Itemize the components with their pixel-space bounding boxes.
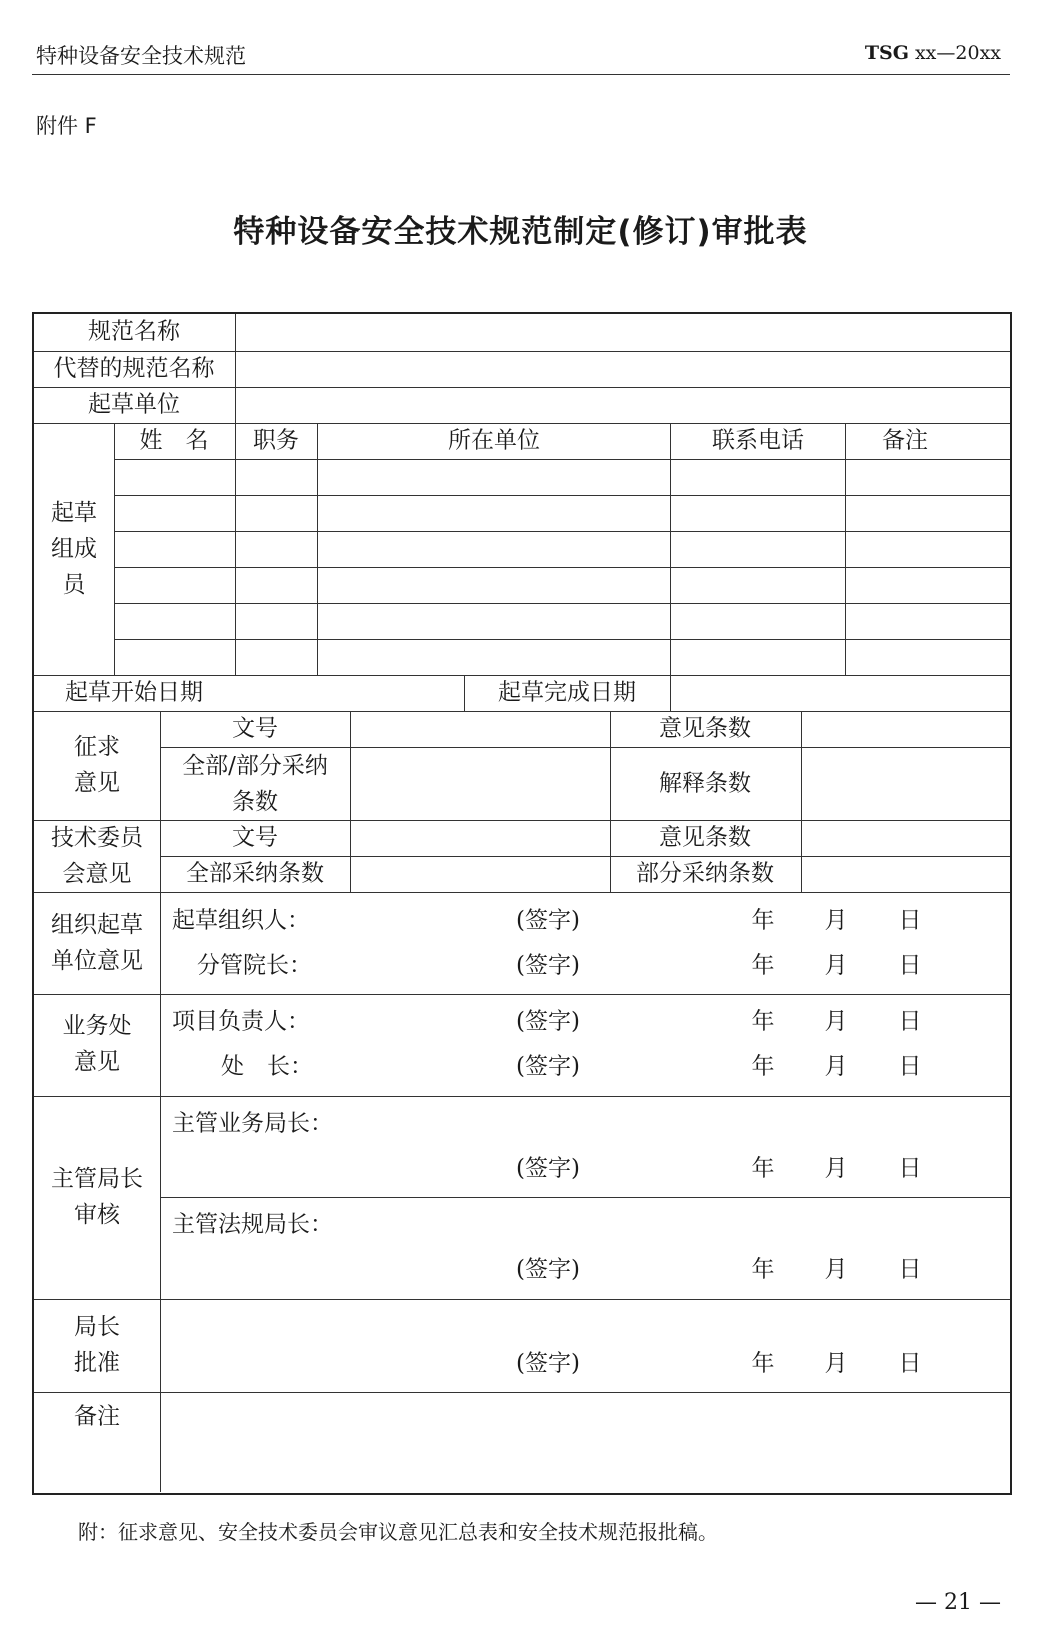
org-unit-opinion-label: 组织起草 单位意见 (51, 912, 143, 974)
committee-doc-number-label: 文号 (232, 824, 278, 851)
header-code-bold: TSG (864, 42, 909, 64)
day-label: 日 (898, 907, 922, 934)
members-header-phone: 联系电话 (712, 427, 804, 454)
row-divider (114, 459, 1010, 460)
col-divider (670, 423, 671, 675)
year-label: 年 (751, 907, 775, 934)
day-label: 日 (898, 1256, 922, 1283)
solicit-opinions-label: 征求 意见 (74, 734, 120, 796)
year-label: 年 (751, 1256, 775, 1283)
sign-label: (签字) (516, 1008, 580, 1035)
col-divider (670, 675, 671, 711)
deputy-dean-label: 分管院长： (197, 952, 312, 979)
drafting-unit-label: 起草单位 (88, 391, 180, 418)
page-title: 特种设备安全技术规范制定(修订)审批表 (233, 214, 808, 250)
members-header-unit: 所在单位 (448, 427, 540, 454)
row-divider (34, 1299, 1010, 1300)
drafting-members-label: 起草 组成 员 (51, 500, 97, 598)
col-divider (610, 711, 611, 892)
row-divider (114, 639, 1010, 640)
row-divider (34, 423, 1010, 424)
sign-label: (签字) (516, 1053, 580, 1080)
department-head-label: 处 长： (221, 1053, 313, 1080)
month-label: 月 (824, 1008, 848, 1035)
day-label: 日 (898, 1155, 922, 1182)
adopt-all-partial-label: 全部/部分采纳 条数 (182, 753, 328, 815)
attachment-note: 附：征求意见、安全技术委员会审议意见汇总表和安全技术规范报批稿。 (78, 1520, 718, 1544)
header-code-rest: xx—20xx (908, 42, 1001, 64)
year-label: 年 (751, 1053, 775, 1080)
row-divider (114, 567, 1010, 568)
day-label: 日 (898, 952, 922, 979)
legal-director-label: 主管法规局长： (172, 1211, 333, 1238)
row-divider (114, 603, 1010, 604)
director-review-label: 主管局长 审核 (51, 1166, 143, 1228)
col-divider (801, 711, 802, 892)
row-divider (34, 994, 1010, 995)
header-divider (32, 74, 1010, 75)
col-divider (235, 314, 236, 675)
sign-label: (签字) (516, 952, 580, 979)
members-header-remarks: 备注 (882, 427, 928, 454)
day-label: 日 (898, 1008, 922, 1035)
month-label: 月 (824, 1256, 848, 1283)
spec-name-label: 规范名称 (88, 318, 180, 345)
end-date-label: 起草完成日期 (498, 679, 636, 706)
row-divider (34, 711, 1010, 712)
col-divider (464, 675, 465, 711)
row-divider (34, 387, 1010, 388)
row-divider (114, 531, 1010, 532)
replaced-spec-name-label: 代替的规范名称 (53, 355, 215, 382)
row-divider (160, 1197, 1010, 1198)
sign-label: (签字) (516, 1256, 580, 1283)
row-divider (34, 351, 1010, 352)
header-code (865, 42, 1001, 64)
header-spec-title: 特种设备安全技术规范 (36, 44, 246, 68)
row-divider (160, 856, 1010, 857)
page-number: — 21 — (915, 1590, 1001, 1615)
approval-form-table (32, 312, 1012, 1495)
row-divider (34, 1392, 1010, 1393)
col-divider (317, 423, 318, 675)
row-divider (114, 495, 1010, 496)
sign-label: (签字) (516, 907, 580, 934)
month-label: 月 (824, 952, 848, 979)
month-label: 月 (824, 907, 848, 934)
row-divider (34, 675, 1010, 676)
bureau-approval-label: 局长 批准 (74, 1314, 120, 1376)
draft-organizer-label: 起草组织人： (172, 907, 310, 934)
adopt-partial-count-label: 部分采纳条数 (636, 860, 774, 887)
month-label: 月 (824, 1155, 848, 1182)
opinion-count-label: 意见条数 (659, 715, 751, 742)
project-lead-label: 项目负责人： (172, 1008, 310, 1035)
members-header-name: 姓 名 (139, 427, 209, 454)
members-header-position: 职务 (253, 427, 299, 454)
col-divider (114, 423, 115, 675)
adopt-all-count-label: 全部采纳条数 (186, 860, 324, 887)
committee-opinion-count-label: 意见条数 (659, 824, 751, 851)
department-opinion-label: 业务处 意见 (62, 1013, 132, 1075)
row-divider (34, 892, 1010, 893)
sign-label: (签字) (516, 1155, 580, 1182)
year-label: 年 (751, 1008, 775, 1035)
attachment-label: 附件 F (36, 114, 97, 138)
day-label: 日 (898, 1053, 922, 1080)
sign-label: (签字) (516, 1350, 580, 1377)
row-divider (34, 1096, 1010, 1097)
year-label: 年 (751, 1350, 775, 1377)
doc-number-label: 文号 (232, 715, 278, 742)
business-director-label: 主管业务局长： (172, 1110, 333, 1137)
explain-count-label: 解释条数 (659, 770, 751, 797)
year-label: 年 (751, 1155, 775, 1182)
committee-opinion-label: 技术委员 会意见 (51, 825, 143, 887)
remarks-label: 备注 (74, 1403, 120, 1430)
start-date-label: 起草开始日期 (65, 679, 203, 706)
year-label: 年 (751, 952, 775, 979)
row-divider (34, 820, 1010, 821)
col-divider (350, 711, 351, 892)
month-label: 月 (824, 1350, 848, 1377)
col-divider (845, 423, 846, 675)
month-label: 月 (824, 1053, 848, 1080)
day-label: 日 (898, 1350, 922, 1377)
col-divider (160, 711, 161, 1492)
